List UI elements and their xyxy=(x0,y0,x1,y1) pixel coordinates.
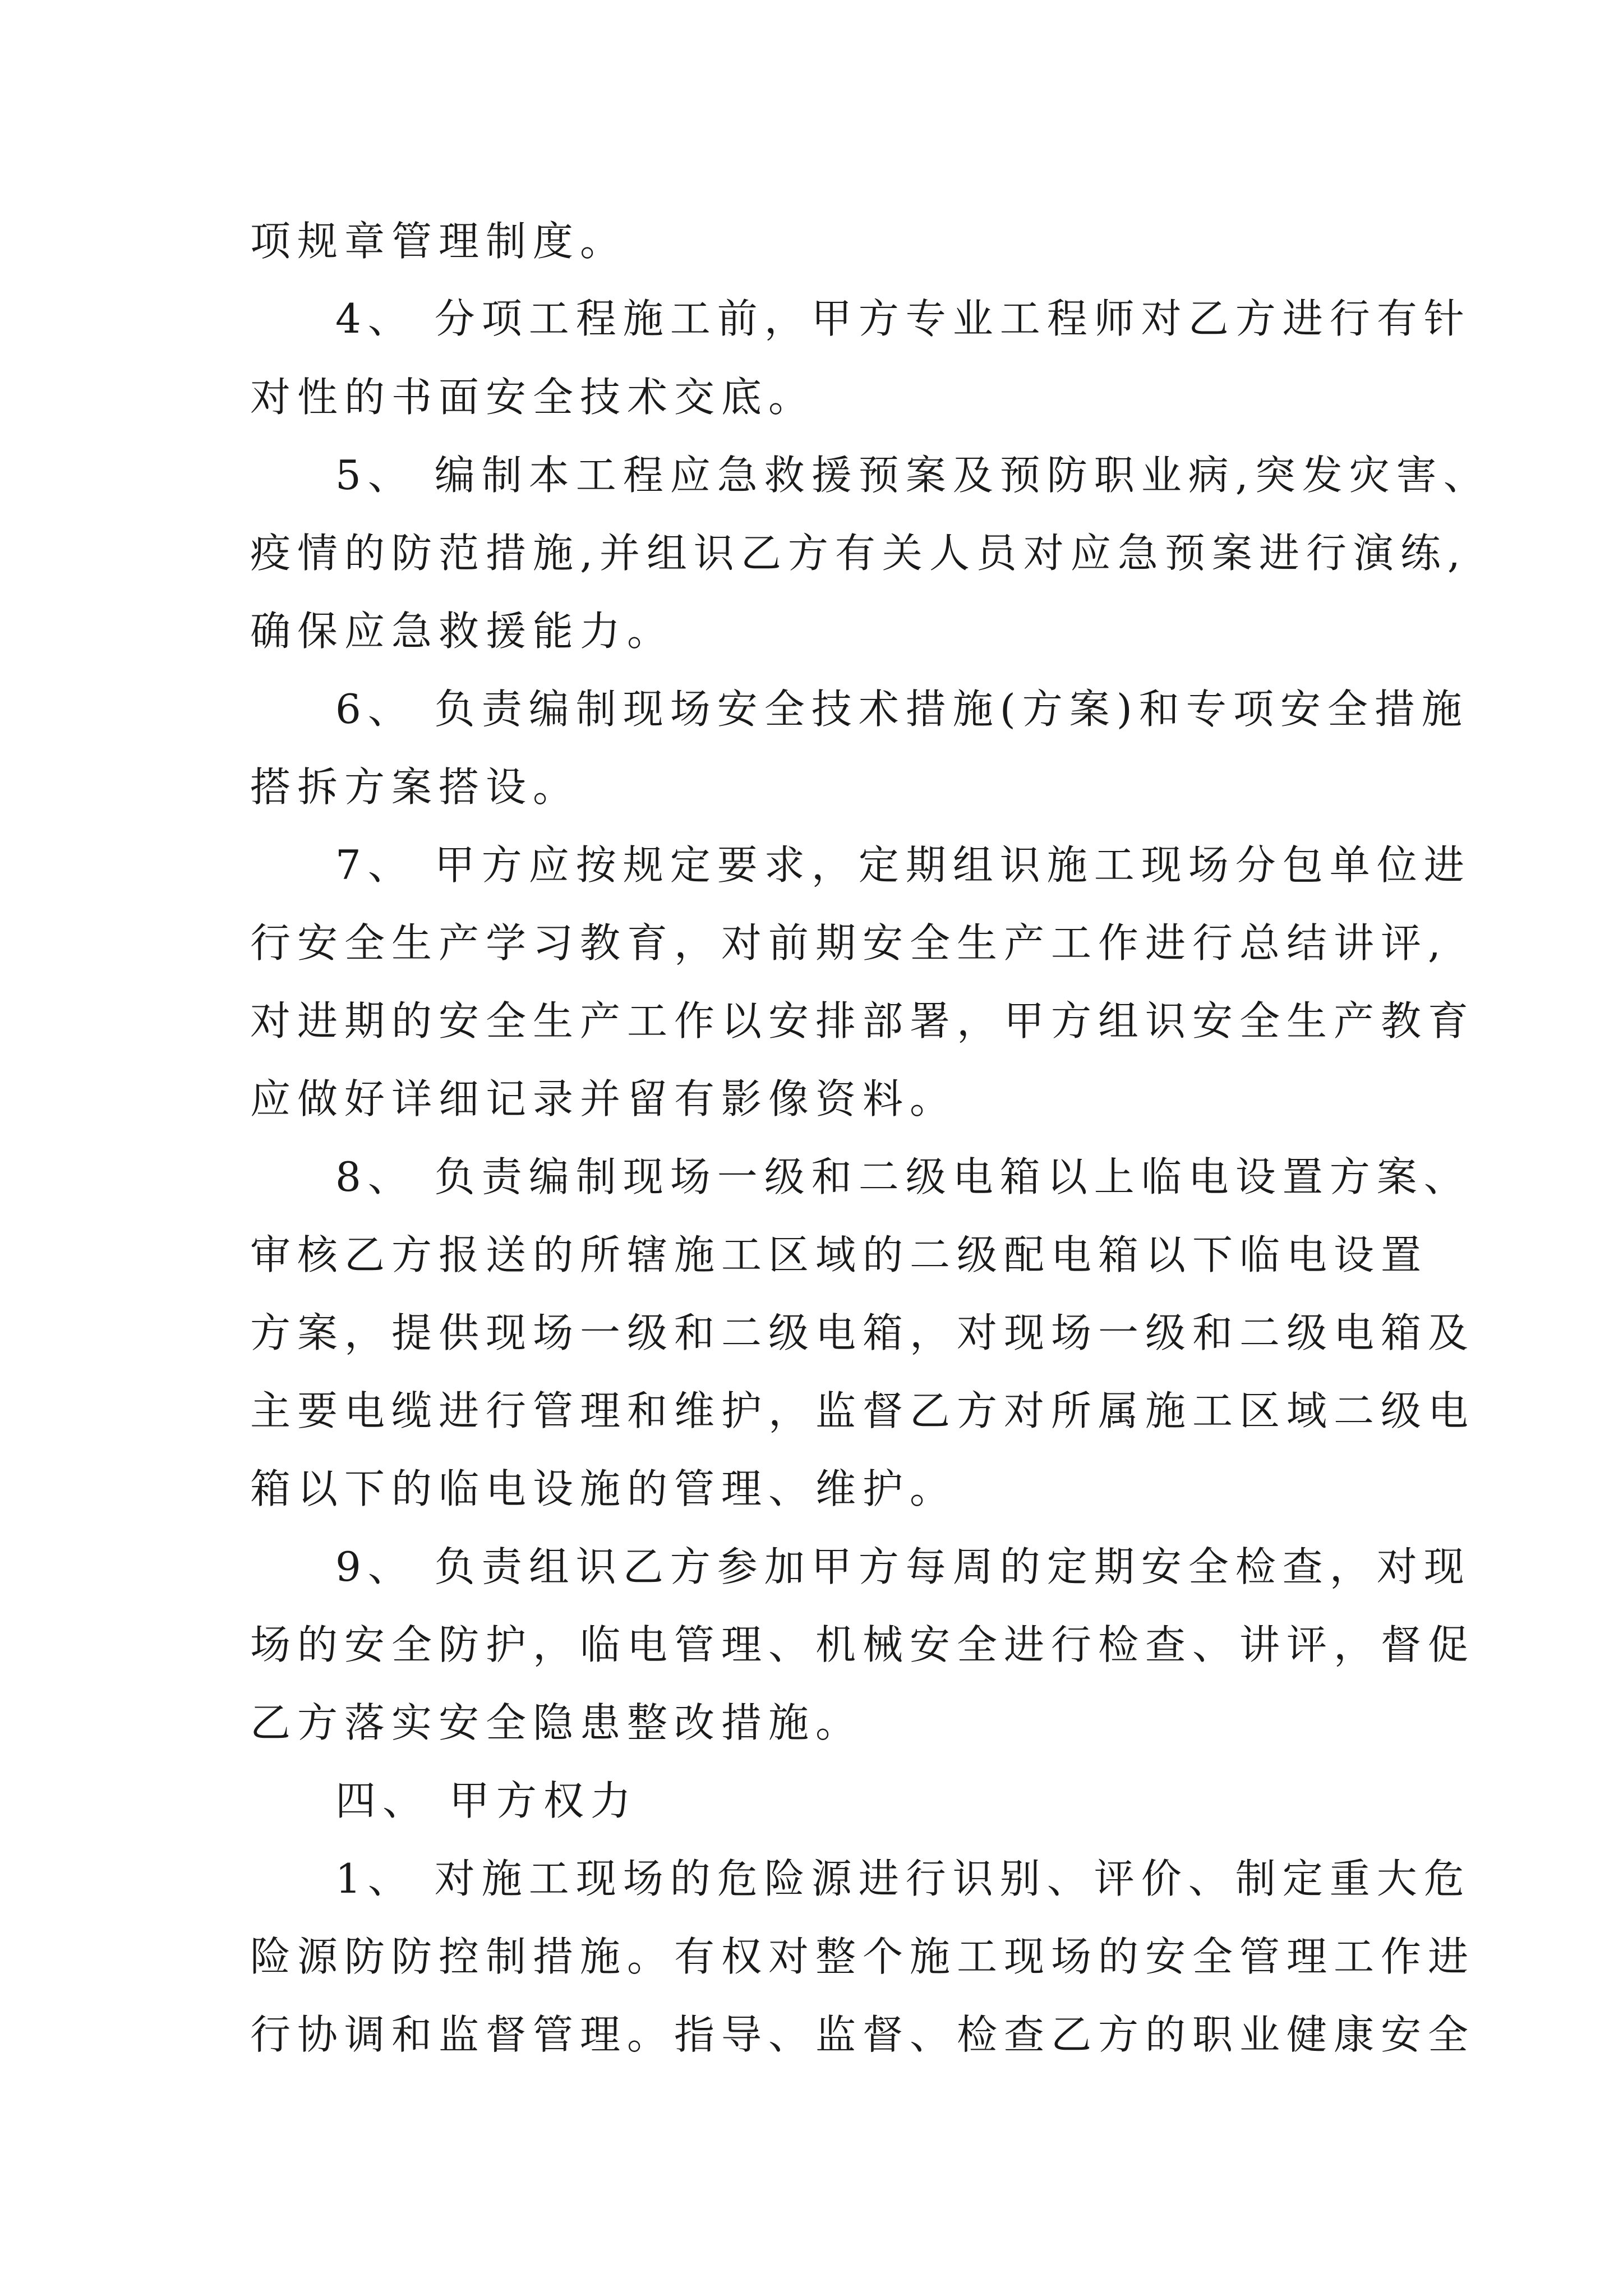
text-line: 确保应急救援能力。 xyxy=(250,608,675,655)
list-item-9-start: 9、 负责组识乙方参加甲方每周的定期安全检查，对现 xyxy=(335,1543,1471,1590)
text-line: 疫情的防范措施,并组识乙方有关人员对应急预案进行演练, xyxy=(250,530,1467,577)
text-line: 方案，提供现场一级和二级电箱，对现场一级和二级电箱及 xyxy=(250,1309,1476,1356)
text-line: 主要电缆进行管理和维护，监督乙方对所属施工区域二级电 xyxy=(250,1387,1476,1434)
text-line: 行安全生产学习教育，对前期安全生产工作进行总结讲评, xyxy=(250,919,1447,967)
list-item-8-start: 8、 负责编制现场一级和二级电箱以上临电设置方案、 xyxy=(335,1153,1471,1200)
list-item-4-start: 4、 分项工程施工前，甲方专业工程师对乙方进行有针 xyxy=(335,295,1471,342)
text-line: 险源防防控制措施。有权对整个施工现场的安全管理工作进 xyxy=(250,1933,1476,1980)
text-line: 箱以下的临电设施的管理、维护。 xyxy=(250,1465,957,1512)
list-item-1-start: 1、 对施工现场的危险源进行识别、评价、制定重大危 xyxy=(335,1855,1471,1902)
text-line: 对进期的安全生产工作以安排部署，甲方组识安全生产教育 xyxy=(250,997,1476,1045)
text-line: 项规章管理制度。 xyxy=(250,218,628,265)
list-item-7-start: 7、 甲方应按规定要求，定期组识施工现场分包单位进 xyxy=(335,841,1471,889)
list-item-6-start: 6、 负责编制现场安全技术措施(方案)和专项安全措施 xyxy=(335,685,1469,733)
list-item-5-start: 5、 编制本工程应急救援预案及预防职业病,突发灾害、 xyxy=(335,452,1491,499)
section-heading: 四、 甲方权力 xyxy=(335,1777,638,1824)
text-line: 审核乙方报送的所辖施工区域的二级配电箱以下临电设置 xyxy=(250,1231,1428,1278)
text-line: 行协调和监督管理。指导、监督、检查乙方的职业健康安全 xyxy=(250,2011,1476,2058)
text-line: 搭拆方案搭设。 xyxy=(250,763,580,811)
text-line: 场的安全防护，临电管理、机械安全进行检查、讲评，督促 xyxy=(250,1621,1476,1668)
text-line: 乙方落实安全隐患整改措施。 xyxy=(250,1699,863,1746)
text-line: 对性的书面安全技术交底。 xyxy=(250,374,816,421)
text-line: 应做好详细记录并留有影像资料。 xyxy=(250,1075,957,1122)
